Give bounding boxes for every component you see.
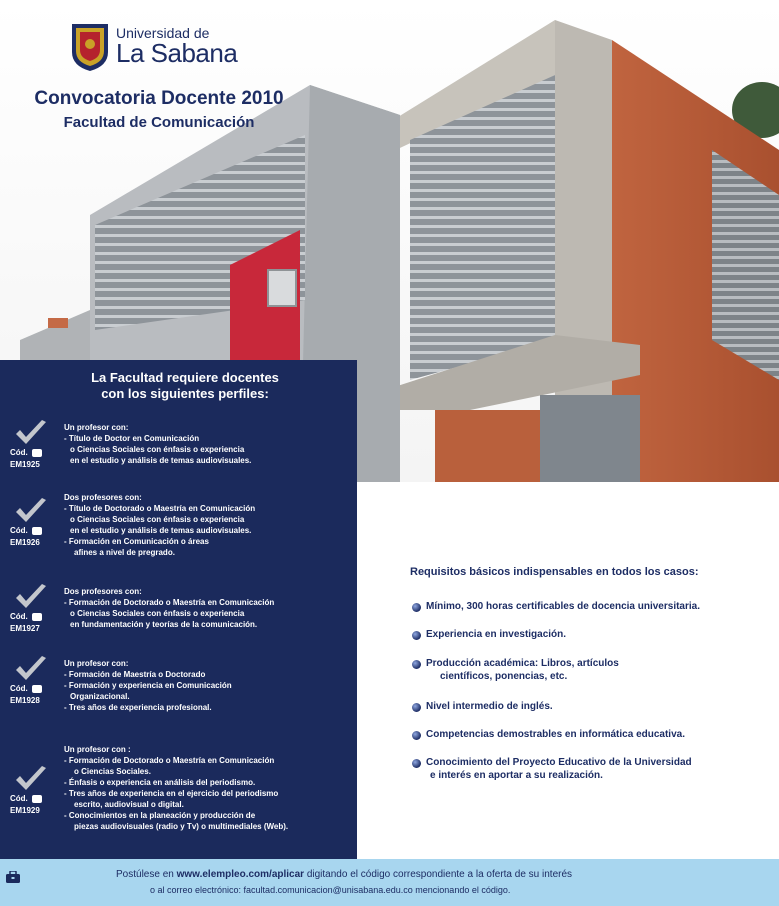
profile-code: EM1928: [10, 696, 40, 705]
briefcase-icon: [32, 449, 42, 457]
bullet-icon: [412, 603, 421, 612]
university-shield-icon: [70, 22, 110, 72]
profile-code: EM1926: [10, 538, 40, 547]
briefcase-icon: [6, 871, 20, 883]
briefcase-icon: [32, 795, 42, 803]
university-logo: [70, 22, 240, 72]
footer-line1: Postúlese en www.elempleo.com/aplicar digitando el código correspondiente a la oferta de su interés: [116, 869, 573, 880]
checkmark-icon: [14, 584, 48, 610]
requirement-item: Mínimo, 300 horas certificables de docencia universitaria.: [412, 600, 772, 613]
briefcase-icon: [32, 527, 42, 535]
cod-label: Cód.: [10, 794, 42, 803]
logo-line2: La Sabana: [116, 38, 238, 68]
requirement-item: Conocimiento del Proyecto Educativo de la Universidad e interés en aportar a su realización.: [412, 756, 772, 782]
page-title: Convocatoria Docente 2010: [34, 88, 284, 109]
checkmark-icon: [14, 420, 48, 446]
profile-text: Dos profesores con: - Título de Doctorado o Maestría en Comunicación o Ciencias Sociales con énfasis o experiencia en el estudio y análisis de temas audiovisuales. - Formación en Comunicación o áreas afines a nivel de pregrado.: [64, 493, 256, 557]
briefcase-icon: [32, 613, 42, 621]
checkmark-icon: [14, 498, 48, 524]
profile-code: EM1927: [10, 624, 40, 633]
profile-text: Un profesor con: - Título de Doctor en Comunicación o Ciencias Sociales con énfasis o experiencia en el estudio y análisis de temas audiovisuales.: [64, 423, 252, 465]
requirement-item: Competencias demostrables en informática educativa.: [412, 728, 772, 741]
checkmark-icon: [14, 656, 48, 682]
apply-link[interactable]: www.elempleo.com/aplicar: [176, 869, 305, 880]
panel-heading-line2: con los siguientes perfiles:: [101, 386, 269, 401]
bullet-icon: [412, 703, 421, 712]
checkmark-icon: [14, 766, 48, 792]
bullet-icon: [412, 731, 421, 740]
briefcase-icon: [32, 685, 42, 693]
profile-text: Un profesor con : - Formación de Doctorado o Maestría en Comunicación o Ciencias Sociales. - Énfasis o experiencia en análisis del periodismo. - Tres años de experiencia en el ejercicio del periodismo escrito, audiovisual o digital. - Conocimientos en la planeación y producción de piezas audiovisuales (radio y Tv) o multimediales (Web).: [64, 745, 289, 831]
cod-label: Cód.: [10, 448, 42, 457]
page-subtitle: Facultad de Comunicación: [63, 114, 255, 131]
cod-label: Cód.: [10, 684, 42, 693]
requirements-title: Requisitos básicos indispensables en todos los casos:: [410, 566, 699, 578]
profile-code: EM1925: [10, 460, 40, 469]
requirement-item: Experiencia en investigación.: [412, 628, 772, 641]
logo-line1: Universidad de: [116, 25, 210, 41]
bullet-icon: [412, 631, 421, 640]
profile-code: EM1929: [10, 806, 40, 815]
panel-heading: [60, 370, 310, 402]
cod-label: Cód.: [10, 612, 42, 621]
requirement-item: Nivel intermedio de inglés.: [412, 700, 772, 713]
requirement-item: Producción académica: Libros, artículos científicos, ponencias, etc.: [412, 657, 772, 683]
footer-line2: o al correo electrónico: facultad.comunicacion@unisabana.edu.co mencionando el código.: [150, 885, 511, 895]
profiles-panel: [0, 360, 357, 860]
profile-text: Un profesor con: - Formación de Maestría o Doctorado - Formación y experiencia en Comunicación Organizacional. - Tres años de experiencia profesional.: [64, 659, 232, 712]
bullet-icon: [412, 660, 421, 669]
bullet-icon: [412, 759, 421, 768]
footer-bar: [0, 859, 779, 906]
cod-label: Cód.: [10, 526, 42, 535]
profile-text: Dos profesores con: - Formación de Doctorado o Maestría en Comunicación o Ciencias Sociales con énfasis o experiencia en fundamentación y teorías de la comunicación.: [64, 587, 275, 629]
panel-heading-line1: La Facultad requiere docentes: [91, 370, 279, 385]
